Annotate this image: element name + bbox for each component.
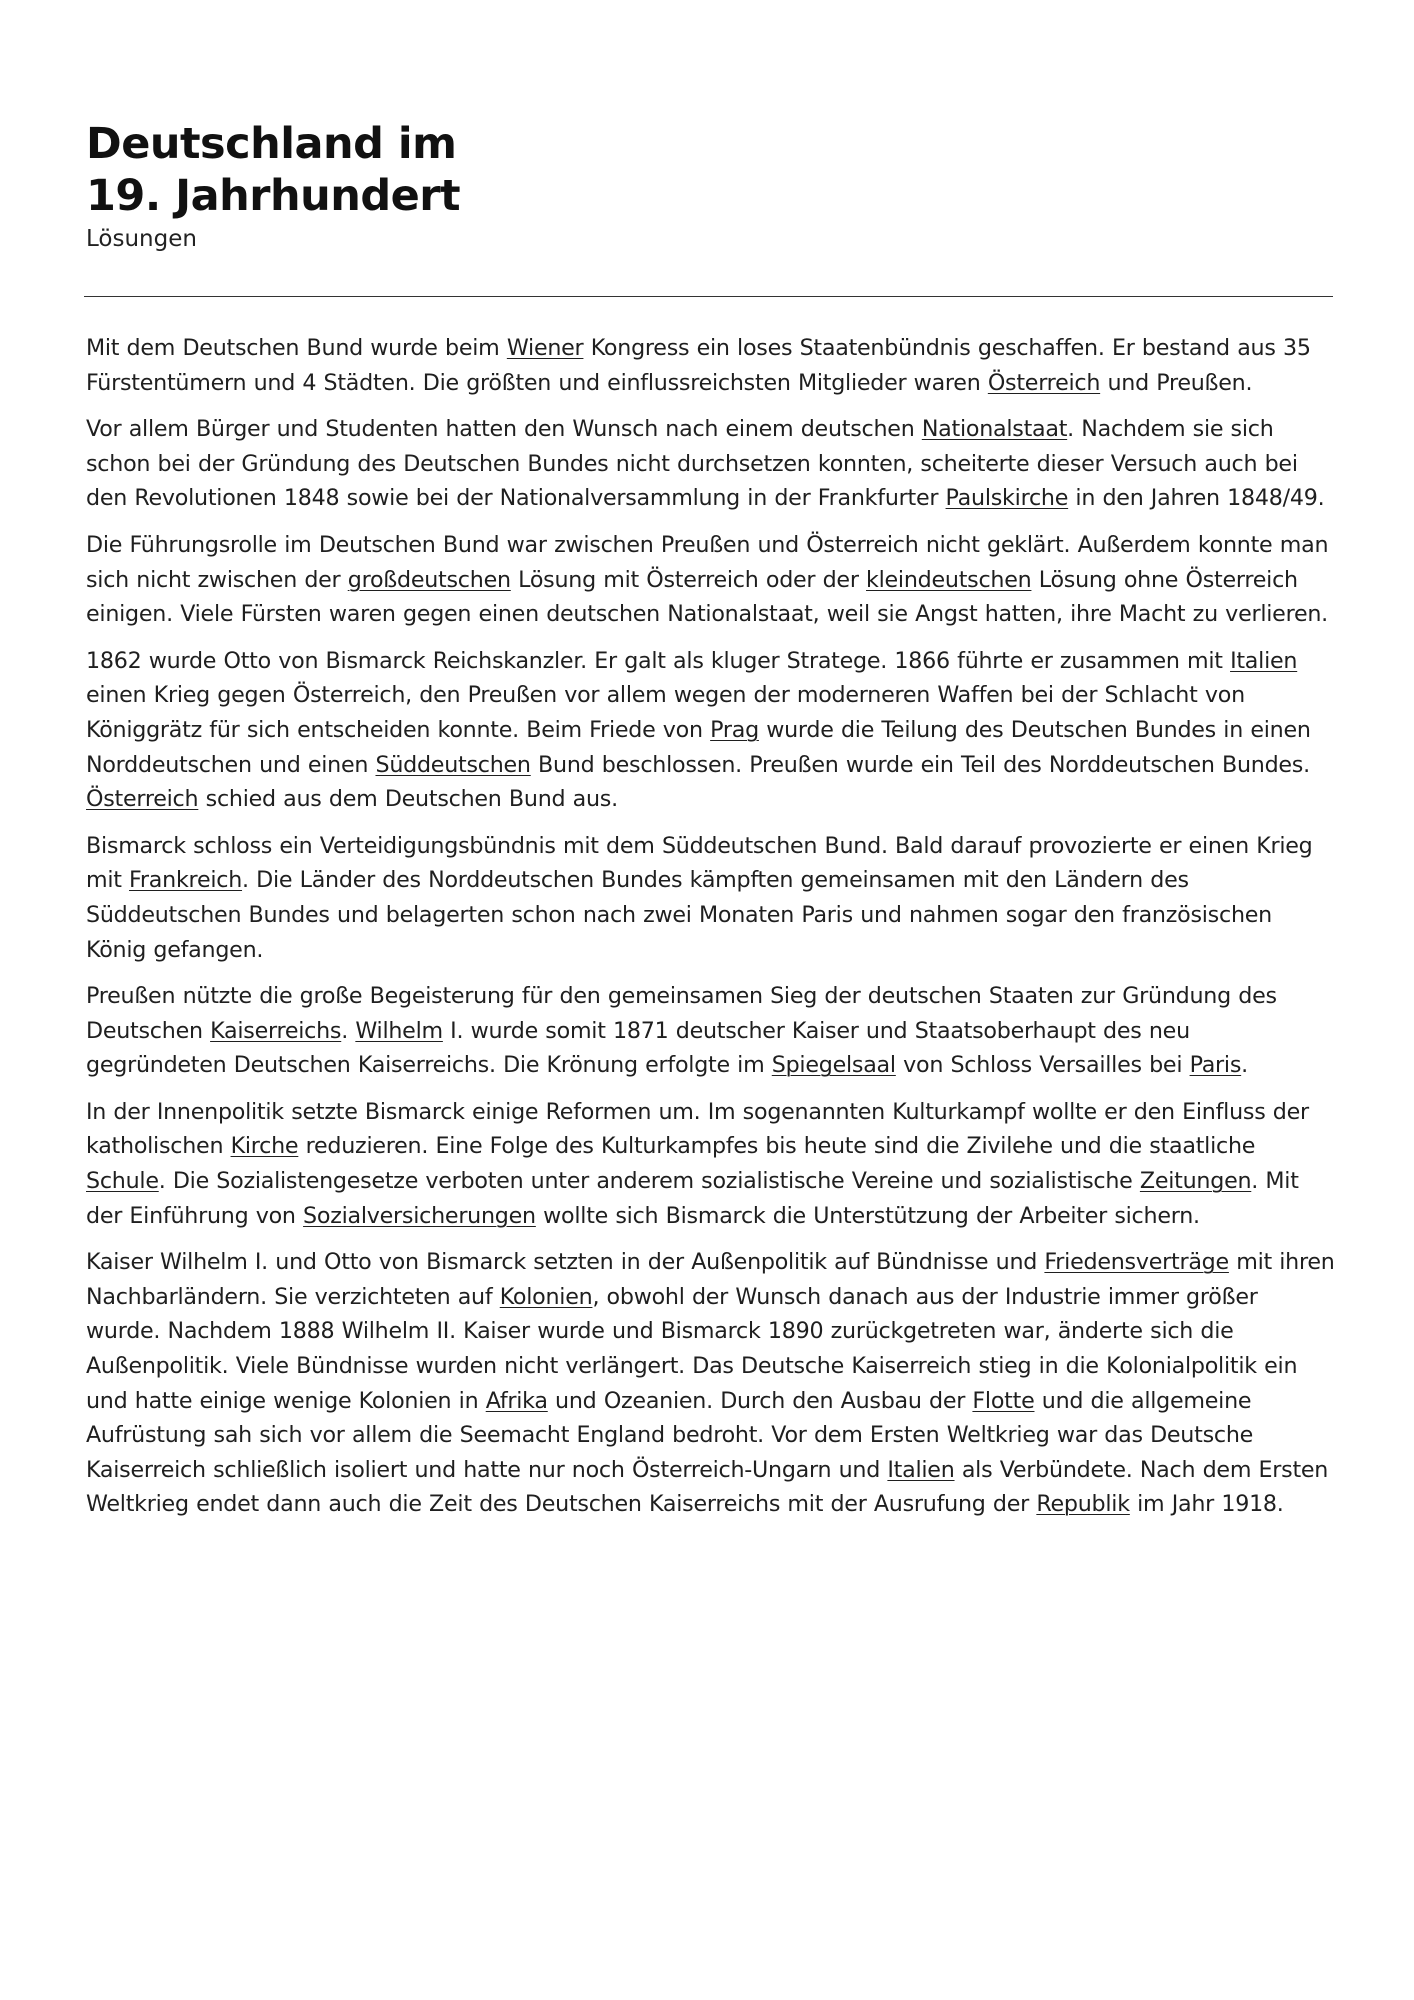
paragraph-text: Vor allem Bürger und Studenten hatten den Wunsch nach einem deutschen bbox=[86, 416, 922, 443]
answer-word: Sozialversicherungen bbox=[303, 1202, 536, 1229]
answer-word: Österreich bbox=[987, 369, 1101, 396]
paragraph-5 bbox=[86, 829, 1336, 967]
paragraph-text: Bismarck schloss ein Verteidigungsbündnis mit dem Süddeutschen Bund. Bald darauf provozierte er einen Krieg mit bbox=[86, 832, 1313, 894]
answer-word: Süddeutschen bbox=[375, 751, 531, 778]
paragraph-text: Lösung mit Österreich oder der bbox=[510, 566, 867, 593]
paragraph-text: wurde die Teilung des Deutschen Bundes in einen Norddeutschen und einen bbox=[86, 716, 1311, 778]
page-title bbox=[86, 118, 1332, 222]
answer-word: großdeutschen bbox=[347, 566, 511, 593]
paragraph-4 bbox=[86, 644, 1336, 817]
page-subtitle: Lösungen bbox=[86, 226, 197, 252]
paragraph-text: In der Innenpolitik setzte Bismarck einige Reformen um. Im sogenannten Kulturkampf wollte er den Einfluss der katholischen bbox=[86, 1098, 1309, 1160]
paragraph-text: Kaiser Wilhelm I. und Otto von Bismarck setzten in der Außenpolitik auf Bündnisse und bbox=[86, 1249, 1045, 1276]
paragraph-6 bbox=[86, 979, 1336, 1083]
paragraph-text: wollte sich Bismarck die Unterstützung der Arbeiter sichern. bbox=[535, 1202, 1200, 1229]
document-header bbox=[86, 118, 1332, 254]
answer-word: Kirche bbox=[230, 1133, 299, 1160]
answer-word: Österreich bbox=[86, 786, 199, 813]
answer-word: Nationalstaat bbox=[921, 416, 1068, 443]
answer-word: Zeitungen bbox=[1139, 1168, 1252, 1195]
answer-word: Schule bbox=[86, 1168, 159, 1195]
paragraph-text: von Schloss Versailles bei bbox=[895, 1052, 1190, 1079]
answer-word: Kolonien bbox=[499, 1283, 593, 1310]
paragraph-8 bbox=[86, 1245, 1336, 1522]
paragraph-text: Kongress ein loses Staatenbündnis geschaffen. Er bestand aus 35 Fürstentümern und 4 Städten. Die größten und einflussreichsten Mitglieder waren bbox=[86, 335, 1311, 396]
paragraph-text: . Mit der Einführung von bbox=[86, 1168, 1299, 1229]
header-divider bbox=[84, 296, 1333, 297]
answer-word: Friedensverträge bbox=[1044, 1249, 1229, 1276]
title-line-1: Deutschland im bbox=[86, 119, 457, 169]
paragraph-text: Lösung ohne Österreich einigen. Viele Fürsten waren gegen einen deutschen Nationalstaat, weil sie Angst hatten, ihre Macht zu verlieren. bbox=[86, 566, 1328, 628]
paragraph-text: . bbox=[341, 1017, 356, 1044]
answer-word: Flotte bbox=[972, 1387, 1035, 1414]
answer-word: Wilhelm bbox=[355, 1017, 443, 1044]
answer-word: kleindeutschen bbox=[866, 566, 1032, 593]
paragraph-1 bbox=[86, 331, 1336, 400]
paragraph-text: I. wurde somit 1871 deutscher Kaiser und Staatsoberhaupt des neu gegründeten Deutschen Kaiserreichs. Die Krönung erfolgte im bbox=[86, 1017, 1190, 1079]
paragraph-text: Bund beschlossen. Preußen wurde ein Teil des Norddeutschen Bundes. bbox=[530, 751, 1310, 778]
answer-word: Paulskirche bbox=[945, 485, 1069, 512]
paragraph-text: Mit dem Deutschen Bund wurde beim bbox=[86, 335, 507, 361]
paragraph-text: und Preußen. bbox=[1100, 369, 1253, 396]
paragraph-text: Preußen nützte die große Begeisterung für den gemeinsamen Sieg der deutschen Staaten zur Gründung des Deutschen bbox=[86, 983, 1277, 1044]
paragraph-text: mit ihren Nachbarländern. Sie verzichteten auf bbox=[86, 1249, 1335, 1310]
paragraph-3 bbox=[86, 528, 1336, 632]
paragraph-text: . Nachdem sie sich schon bei der Gründung des Deutschen Bundes nicht durchsetzen konnten, scheiterte dieser Versuch auch bei den Revolutionen 1848 sowie bei der Nationalversammlung in der Frankfurter bbox=[86, 416, 1298, 512]
paragraph-text: in den Jahren 1848/49. bbox=[1068, 485, 1325, 512]
paragraph-2 bbox=[86, 412, 1336, 516]
answer-word: Republik bbox=[1036, 1491, 1130, 1518]
title-line-2: 19. Jahrhundert bbox=[86, 171, 461, 221]
paragraph-7 bbox=[86, 1095, 1336, 1233]
answer-word: Paris bbox=[1189, 1052, 1242, 1079]
paragraph-text: und die allgemeine Aufrüstung sah sich vor allem die Seemacht England bedroht. Vor dem Ersten Weltkrieg war das Deutsche Kaiserreich schließlich isoliert und hatte nur noch Österreich-Ungarn und bbox=[86, 1387, 1254, 1483]
answer-word: Afrika bbox=[485, 1387, 548, 1414]
paragraph-text: . Die Sozialistengesetze verboten unter anderem sozialistische Vereine und sozialistische bbox=[158, 1168, 1140, 1195]
answer-word: Kaiserreichs bbox=[210, 1017, 342, 1044]
paragraph-text: schied aus dem Deutschen Bund aus. bbox=[198, 786, 618, 813]
answer-word: Italien bbox=[1230, 647, 1298, 674]
paragraph-text: als Verbündete. Nach dem Ersten Weltkrieg endet dann auch die Zeit des Deutschen Kaiserreichs mit der Ausrufung der bbox=[86, 1456, 1329, 1518]
paragraph-text: . bbox=[1241, 1052, 1248, 1079]
paragraph-text: reduzieren. Eine Folge des Kulturkampfes bis heute sind die Zivilehe und die staatliche bbox=[298, 1133, 1256, 1160]
answer-word: Prag bbox=[710, 716, 759, 743]
paragraph-text: im Jahr 1918. bbox=[1129, 1491, 1284, 1518]
paragraph-text: einen Krieg gegen Österreich, den Preußen vor allem wegen der moderneren Waffen bei der Schlacht von Königgrätz für sich entscheiden konnte. Beim Friede von bbox=[86, 682, 1245, 743]
answer-word: Spiegelsaal bbox=[771, 1052, 896, 1079]
answer-word: Frankreich bbox=[129, 867, 243, 894]
answer-word: Italien bbox=[887, 1456, 955, 1483]
paragraph-text: , obwohl der Wunsch danach aus der Industrie immer größer wurde. Nachdem 1888 Wilhelm II. Kaiser wurde und Bismarck 1890 zurückgetreten war, änderte sich die Außenpolitik. Viele Bündnisse wurden nicht verlängert. Das Deutsche Kaiserreich stieg in die Kolonialpolitik ein und hatte einige wenige Kolonien in bbox=[86, 1283, 1298, 1414]
paragraph-text: und Ozeanien. Durch den Ausbau der bbox=[547, 1387, 973, 1414]
paragraph-text: 1862 wurde Otto von Bismarck Reichskanzler. Er galt als kluger Stratege. 1866 führte er zusammen mit bbox=[86, 647, 1231, 674]
paragraph-text: Die Führungsrolle im Deutschen Bund war zwischen Preußen und Österreich nicht geklärt. Außerdem konnte man sich nicht zwischen der bbox=[86, 531, 1329, 593]
document-body bbox=[86, 331, 1336, 1534]
paragraph-text: . Die Länder des Norddeutschen Bundes kämpften gemeinsamen mit den Ländern des Süddeutschen Bundes und belagerten schon nach zwei Monaten Paris und nahmen sogar den französischen König gefangen. bbox=[86, 867, 1272, 963]
answer-word: Wiener bbox=[506, 335, 584, 361]
